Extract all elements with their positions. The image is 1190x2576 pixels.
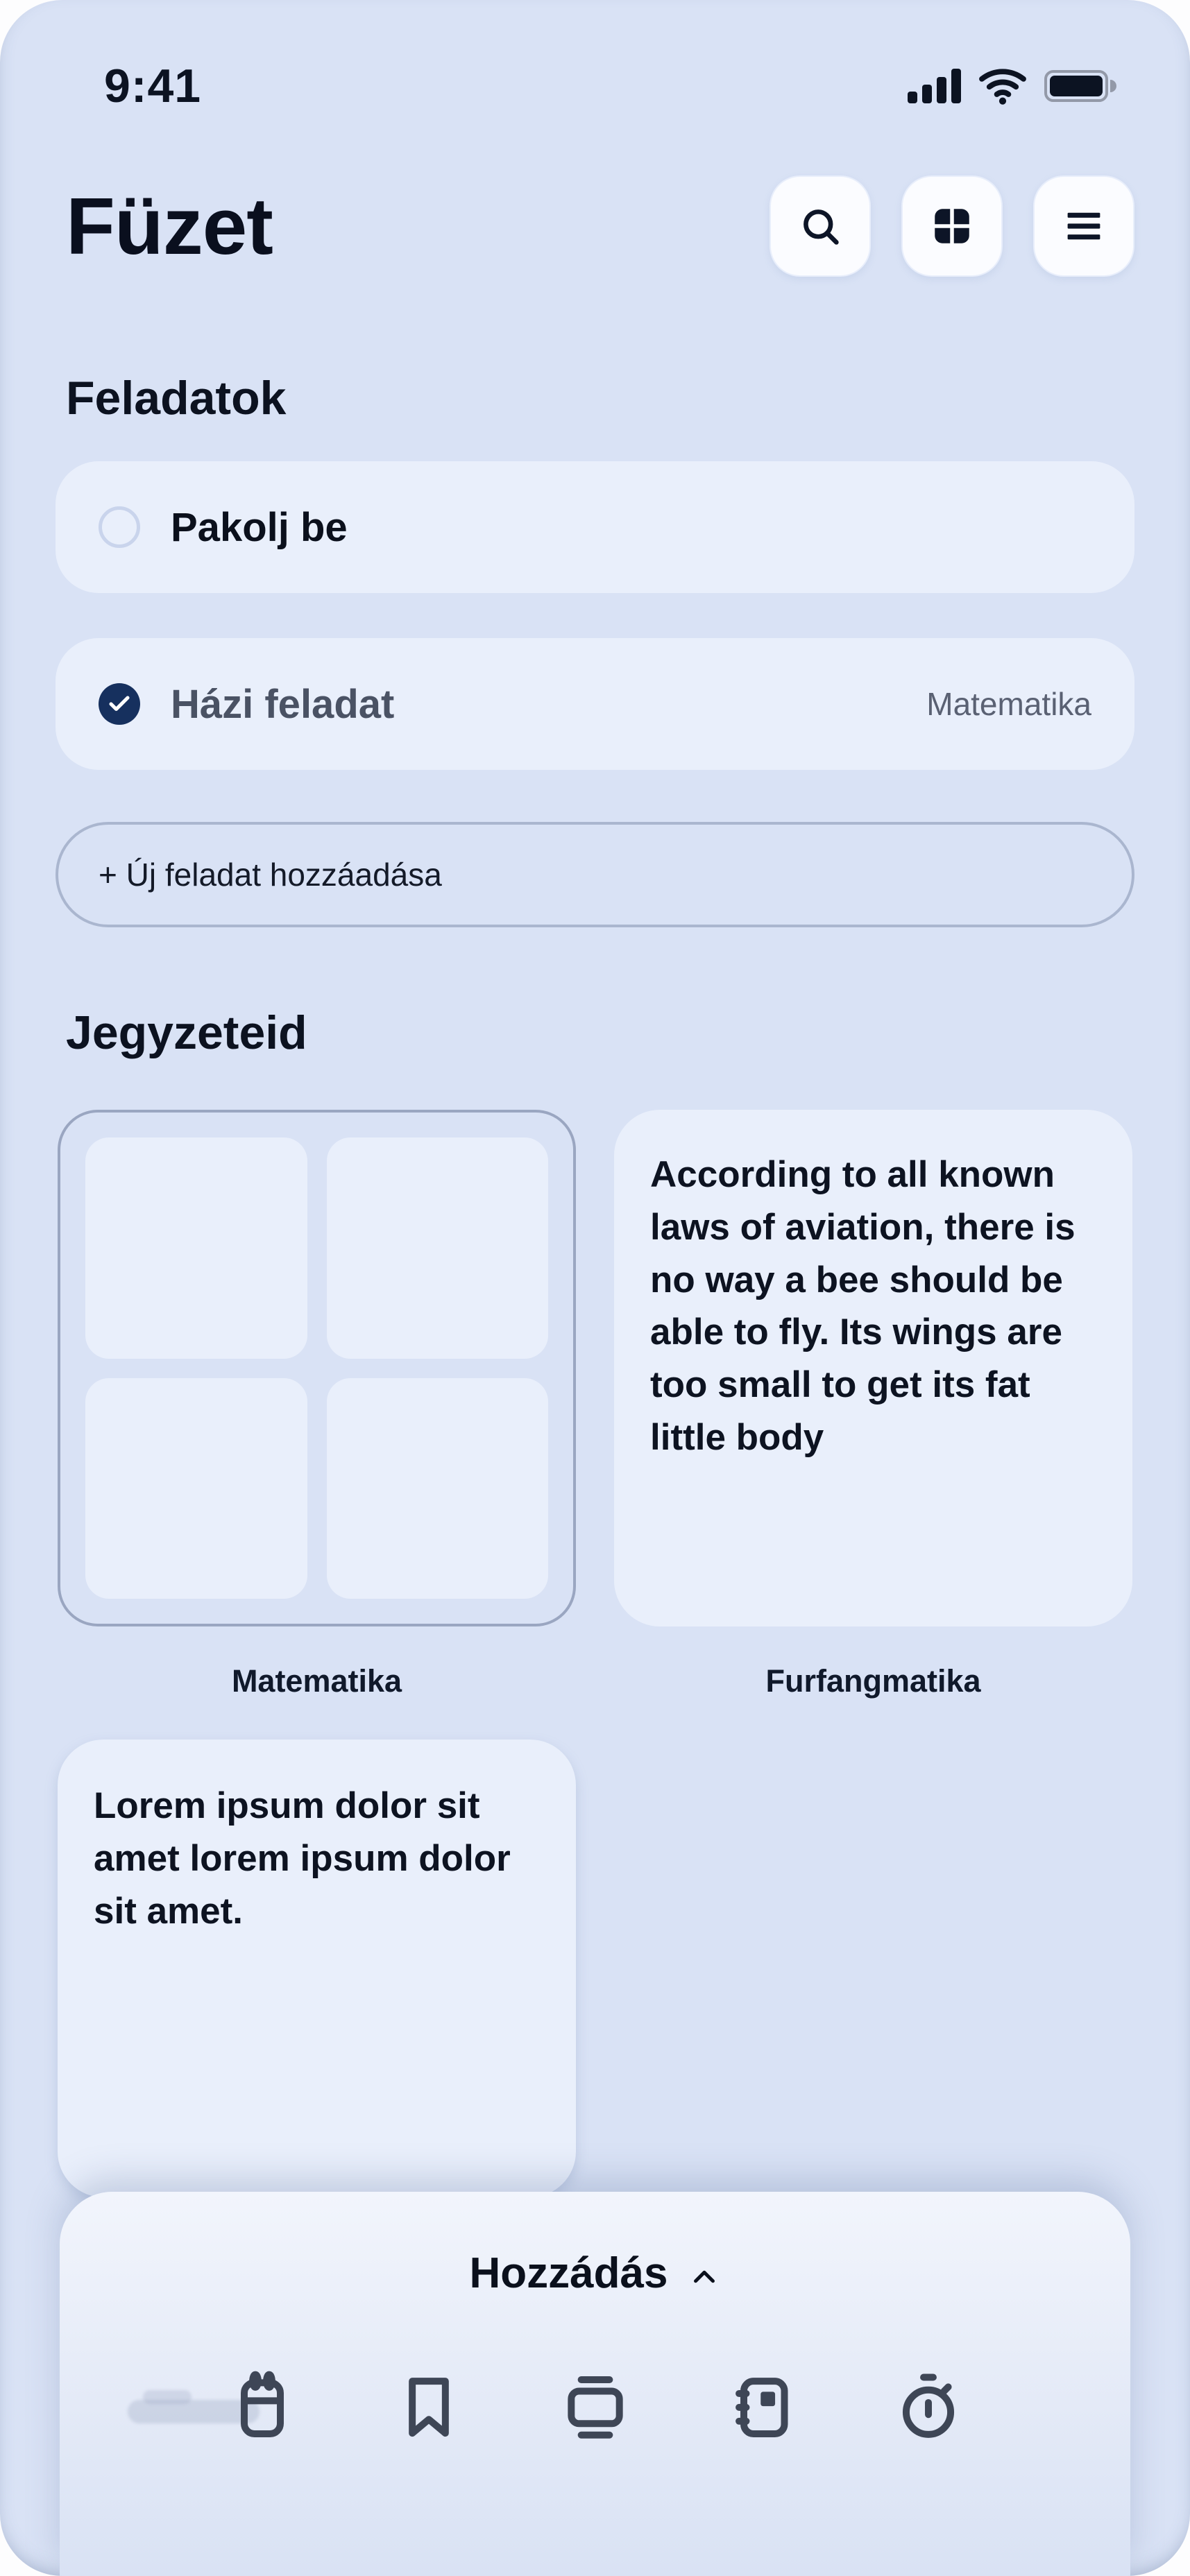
task-row-hazi-feladat[interactable] xyxy=(56,638,1134,770)
chevron-up-icon xyxy=(688,2260,720,2292)
note-label-furfangmatika: Furfangmatika xyxy=(765,1663,981,1699)
note-preview-square xyxy=(327,1137,549,1359)
add-sheet-toggle[interactable] xyxy=(60,2249,1130,2298)
task-row-pakolj-be[interactable] xyxy=(56,461,1134,593)
note-preview-square xyxy=(327,1378,549,1599)
timer-icon[interactable] xyxy=(892,2371,964,2443)
tasks-heading: Feladatok xyxy=(66,372,287,424)
notebook-icon[interactable] xyxy=(726,2371,798,2443)
bottom-sheet xyxy=(60,2192,1130,2576)
bookmark-icon[interactable] xyxy=(393,2371,465,2443)
page-title: Füzet xyxy=(66,181,273,271)
note-card-matematika[interactable] xyxy=(58,1110,576,1626)
sheet-icon-row xyxy=(60,2371,1130,2443)
grid-icon xyxy=(929,203,975,249)
calendar-icon[interactable] xyxy=(226,2371,298,2443)
note-preview-square xyxy=(85,1137,307,1359)
note-card-lorem[interactable] xyxy=(58,1740,576,2197)
note-label-matematika: Matematika xyxy=(231,1663,402,1699)
notes-heading: Jegyzeteid xyxy=(66,1006,307,1059)
note-text: According to all known laws of aviation, there is no way a bee should be able to fly. Its wings are too small to get its fat little body xyxy=(650,1154,1076,1458)
search-button[interactable] xyxy=(770,175,871,277)
menu-button[interactable] xyxy=(1033,175,1134,277)
header-buttons xyxy=(770,175,1134,277)
checkbox-checked[interactable] xyxy=(99,683,140,725)
task-title: Házi feladat xyxy=(171,681,395,727)
wifi-icon xyxy=(978,67,1028,105)
add-task-label: + Új feladat hozzáadása xyxy=(99,857,442,893)
grid-view-button[interactable] xyxy=(901,175,1003,277)
app-header xyxy=(56,175,1134,277)
note-text: Lorem ipsum dolor sit amet lorem ipsum dolor sit amet. xyxy=(94,1785,511,1932)
add-task-button[interactable] xyxy=(56,822,1134,927)
status-bar xyxy=(104,54,1108,118)
search-icon xyxy=(797,203,843,249)
gallery-vertical-icon[interactable] xyxy=(559,2371,631,2443)
task-subject-tag: Matematika xyxy=(926,686,1091,722)
note-preview-square xyxy=(85,1378,307,1599)
cellular-signal-icon xyxy=(908,69,961,103)
checkbox-unchecked[interactable] xyxy=(99,506,140,548)
status-icons xyxy=(908,67,1108,105)
note-card-furfangmatika[interactable] xyxy=(614,1110,1132,1626)
battery-icon xyxy=(1044,70,1108,102)
status-time: 9:41 xyxy=(104,60,202,112)
task-title: Pakolj be xyxy=(171,504,348,550)
check-icon xyxy=(107,692,132,716)
sheet-title-label: Hozzádás xyxy=(469,2249,668,2297)
hamburger-icon xyxy=(1061,203,1107,249)
